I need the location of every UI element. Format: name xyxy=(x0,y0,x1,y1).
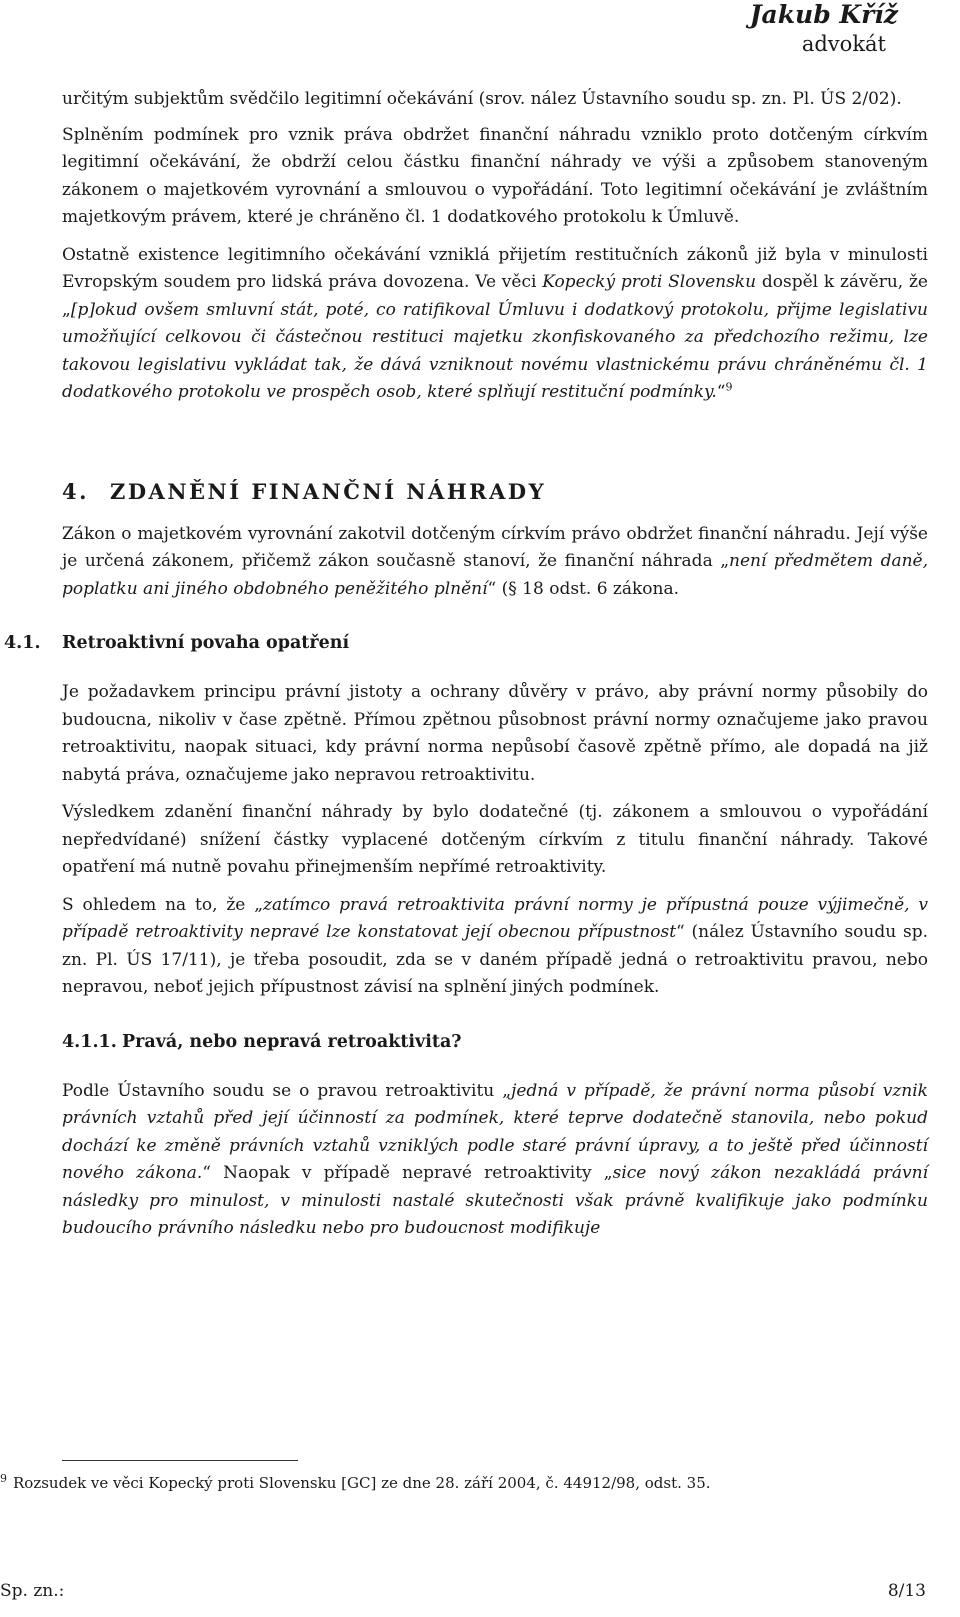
quoted-ruling-2: sice nový zákon nezakládá právní následky pro minulost, v minulosti nastalé skutečnosti však právně kvalifikuje jako podmínku budoucího právního následku nebo pro budoucnost modifikuje xyxy=(62,1163,929,1238)
paragraph-4 xyxy=(62,521,928,604)
paragraph-8 xyxy=(62,1078,928,1243)
footer-case-number: Sp. zn.: xyxy=(0,1581,65,1601)
footnote xyxy=(0,1473,930,1493)
document-body xyxy=(4,86,929,1253)
paragraph-4-text-b: “ (§ 18 odst. 6 zákona. xyxy=(487,578,680,599)
section-heading-4-1 xyxy=(4,629,928,657)
header-author-name: Jakub Kříž xyxy=(749,0,898,29)
paragraph-2: Splněním podmínek pro vznik práva obdržet finanční náhradu vzniklo proto dotčeným církvím legitimní očekávání, že obdrží celou částku finanční náhrady ve výši a způsobem stanoveným zákonem o majetkovém vyrovnání a smlouvou o vypořádání. Toto legitimní očekávání je zvláštním majetkovým právem, které je chráněno čl. 1 dodatkového protokolu k Úmluvě. xyxy=(62,124,928,227)
quoted-ruling: zatímco pravá retroaktivita právní normy je přípustná pouze výjimečně, v případě retroaktivity nepravé lze konstatovat její obecnou přípustnost xyxy=(62,894,928,942)
paragraph-1: určitým subjektům svědčilo legitimní očekávání (srov. nález Ústavního soudu sp. zn. Pl. ÚS 2/02). xyxy=(62,89,902,109)
section-number: 4. xyxy=(62,478,89,504)
section-title: Retroaktivní povaha opatření xyxy=(62,633,350,653)
section-number: 4.1. xyxy=(4,633,41,653)
footnote-reference: 9 xyxy=(725,380,733,394)
paragraph-6: Výsledkem zdanění finanční náhrady by bylo dodatečné (tj. zákonem a smlouvou o vypořádání nepředvídané) snížení částky vyplacené dotčeným církvím z titulu finanční náhrady. Takové opatření má nutně povahu přinejmenším nepřímé retroaktivity. xyxy=(62,802,928,877)
footnote-separator xyxy=(62,1460,298,1461)
section-title: Pravá, nebo nepravá retroaktivita? xyxy=(122,1031,462,1052)
paragraph-7-text-a: S ohledem na to, že „ xyxy=(62,894,264,915)
paragraph-3-text-a: Ostatně existence legitimního očekávání vzniklá přijetím restitučních zákonů již byla v minulosti Evropským soudem pro lidská práva dovozena. Ve věci xyxy=(62,244,928,292)
footnote-text: Rozsudek ve věci Kopecký proti Slovensku [GC] ze dne 28. září 2004, č. 44912/98, odst. 35. xyxy=(13,1474,711,1492)
header-author-role: advokát xyxy=(801,32,886,56)
section-heading-4 xyxy=(62,477,928,507)
paragraph-8-text-b: “ Naopak v případě nepravé retroaktivity „ xyxy=(202,1163,613,1183)
footnote-number: 9 xyxy=(0,1472,7,1485)
case-name: Kopecký proti Slovensku xyxy=(542,272,757,292)
quoted-law: není předmětem daně, poplatku ani jiného obdobného peněžitého plnění xyxy=(62,551,928,599)
footer-page-number: 8/13 xyxy=(887,1581,926,1601)
paragraph-3-text-b: dospěl k závěru, že „ xyxy=(62,272,928,320)
paragraph-5: Je požadavkem principu právní jistoty a ochrany důvěry v právo, aby právní normy působily do budoucna, nikoliv v čase zpětně. Přímou zpětnou působnost právní normy označujeme jako pravou retroaktivitu, naopak situaci, kdy právní norma nepůsobí časově zpětně přímo, ale dopadá na již nabytá práva, označujeme jako nepravou retroaktivitu. xyxy=(62,682,928,785)
paragraph-4-text-a: Zákon o majetkovém vyrovnání zakotvil dotčeným církvím právo obdržet finanční náhradu. Její výše je určená zákonem, přičemž zákon současně stanoví, že finanční náhrada „ xyxy=(62,523,928,571)
paragraph-8-text-a: Podle Ústavního soudu se o pravou retroaktivitu „ xyxy=(62,1080,512,1101)
section-title: ZDANĚNÍ FINANČNÍ NÁHRADY xyxy=(110,478,547,504)
paragraph-7-text-b: “ (nález Ústavního soudu sp. zn. Pl. ÚS 17/11), je třeba posoudit, zda se v daném případě jedná o retroaktivitu pravou, nebo nepravou, neboť jejich přípustnost závisí na splnění jiných podmínek. xyxy=(62,922,928,997)
quoted-ruling-1: jedná v případě, že právní norma působí vznik právních vztahů před její účinností za podmínek, které teprve dodatečně stanovila, nebo pokud dochází ke změně právních vztahů vzniklých podle staré právní úpravy, a to ještě před účinností nového zákona. xyxy=(62,1080,928,1183)
quoted-judgment: [p]okud ovšem smluvní stát, poté, co ratifikoval Úmluvu i dodatkový protokolu, přijme legislativu umožňující celkovou či částečnou restituci majetku zkonfiskovaného za předchozího režimu, lze takovou legislativu vykládat tak, že dává vzniknout novému vlastnickému právu chráněnému čl. 1 dodatkového protokolu ve prospěch osob, které splňují restituční podmínky. xyxy=(62,299,928,402)
section-heading-4-1-1 xyxy=(62,1028,928,1056)
paragraph-7 xyxy=(62,892,928,1002)
closing-quote: “ xyxy=(716,382,726,402)
paragraph-3 xyxy=(62,242,928,407)
section-number: 4.1.1. xyxy=(62,1031,117,1052)
